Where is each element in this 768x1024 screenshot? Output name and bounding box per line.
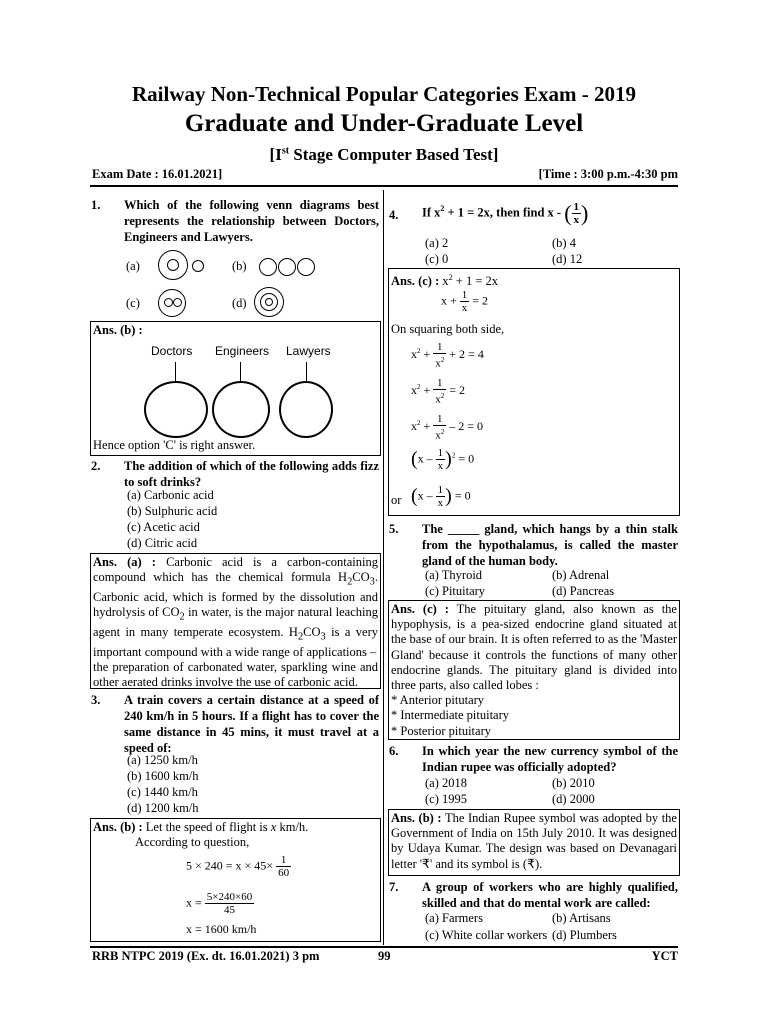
q4-option-b: (b) 4: [552, 236, 576, 250]
q1c-inner-circle-2: [173, 298, 182, 307]
q1-label-lawyers: Lawyers: [286, 344, 331, 358]
q7-option-c: (c) White collar workers: [425, 928, 548, 942]
q3-eq2-frac: [205, 891, 254, 916]
q3-ans-part1: Let the speed of flight is: [142, 820, 271, 834]
footer-source: RRB NTPC 2019 (Ex. dt. 16.01.2021) 3 pm: [92, 949, 320, 963]
frac: [433, 341, 446, 370]
q4-eq-a: [441, 289, 488, 314]
doctors-pointer: [175, 362, 176, 382]
q2-option-c: (c) Acetic acid: [127, 520, 200, 534]
d: [433, 390, 446, 406]
q4-text-2: + 1 = 2x, then find x -: [444, 205, 562, 220]
t: x +: [441, 293, 457, 308]
d: x: [461, 302, 468, 314]
q4-eq-b: $x^2$ + $\frac{1}{x^2}$ + 2 = 4: [411, 341, 484, 370]
q1b-circle-3: [297, 258, 315, 276]
q1a-inner-circle: [167, 259, 179, 271]
n: 1: [437, 484, 444, 496]
q1-note: Hence option 'C' is right answer.: [93, 438, 256, 452]
d: x: [437, 497, 444, 509]
sub: 2: [297, 631, 304, 643]
sub: 3: [320, 631, 326, 643]
q1-text: Which of the following venn diagrams best represents the relationship between Doctors, Engineers and Lawyers.: [124, 198, 379, 244]
q3-text: A train covers a certain distance at a speed of 240 km/h in 5 hours. If a flight has to cover the same distance in 45 mins, it must travel at a speed of:: [124, 693, 379, 755]
n: 1: [433, 413, 446, 426]
sup: 2: [451, 451, 456, 460]
q3-ans-line2: According to question,: [135, 835, 250, 850]
q5-answer-label: Ans. (c) :: [391, 602, 449, 616]
sup: 2: [417, 347, 421, 356]
engineers-pointer: [240, 362, 241, 382]
frac: [460, 289, 470, 314]
sup: 2: [440, 204, 445, 214]
q1-label-doctors: Doctors: [151, 344, 193, 358]
paren: ): [445, 447, 452, 470]
t: x: [411, 347, 417, 362]
q4-number: 4.: [389, 208, 399, 222]
d: x: [437, 460, 444, 472]
q5-option-b: (b) Adrenal: [552, 568, 610, 582]
t: + 2 = 4: [449, 347, 484, 362]
q3-option-a: (a) 1250 km/h: [127, 753, 198, 767]
t: = 0: [458, 451, 475, 466]
header-rule: [90, 185, 678, 187]
q6-option-c: (c) 1995: [425, 792, 467, 806]
t: x: [411, 419, 417, 434]
q1d-inner-circle: [265, 298, 273, 306]
footer-rule: [90, 946, 678, 948]
q1-option-b: (b): [232, 259, 247, 273]
q5-number: 5.: [389, 522, 399, 536]
n: 1: [437, 447, 444, 459]
q1c-inner-circle-1: [164, 298, 173, 307]
q5-lobe-3: * Posterior pituitary: [391, 723, 491, 738]
q6-option-b: (b) 2010: [552, 776, 595, 790]
q2-option-b: (b) Sulphuric acid: [127, 504, 218, 518]
q3-eq1-den: 60: [278, 867, 290, 879]
t: x: [411, 383, 417, 398]
q4-eq-d: $x^2$ + $\frac{1}{x^2}$ – 2 = 0: [411, 413, 484, 442]
sup: 2: [440, 356, 445, 364]
q1-option-c: (c): [126, 296, 140, 310]
q4-frac: [572, 201, 582, 226]
lawyers-pointer: [306, 362, 307, 382]
q4-text: [422, 201, 678, 226]
q3-eq3: x = 1600 km/h: [186, 922, 257, 936]
q1b-circle-2: [278, 258, 296, 276]
paren: ): [581, 200, 589, 226]
q1-number: 1.: [91, 198, 101, 212]
q3-number: 3.: [91, 693, 101, 707]
q5-lobe-2: * Intermediate pituitary: [391, 708, 510, 723]
t: x: [435, 393, 441, 406]
q5-answer-text: The pituitary gland, also known as the hypophysis, is a pea-sized endocrine gland situated at the base of our brain. It is often referred to as the 'Master Gland' because it controls the functions of many other endocrine glands. The pituitary gland is divided into three parts, also called lobes :: [391, 602, 677, 693]
q7-option-d: (d) Plumbers: [552, 928, 617, 942]
q7-option-a: (a) Farmers: [425, 911, 483, 925]
d: [433, 354, 446, 370]
q3-option-d: (d) 1200 km/h: [127, 801, 199, 815]
q5-answer-box: [388, 600, 680, 740]
q4-answer-label: Ans. (c) :: [391, 274, 440, 289]
q4-option-a: (a) 2: [425, 236, 449, 250]
q4-or: or: [391, 493, 402, 507]
q4-option-d: (d) 12: [552, 252, 583, 266]
t: x: [435, 429, 441, 442]
paren: (: [564, 200, 572, 226]
q2-ans-part6: is a very important compound with a wide range of applications –: [93, 624, 378, 659]
q6-answer-label: Ans. (b) :: [391, 811, 442, 825]
q7-option-b: (b) Artisans: [552, 911, 611, 925]
q1-label-engineers: Engineers: [215, 344, 270, 358]
q6-text: In which year the new currency symbol of the Indian rupee was officially adopted?: [422, 744, 678, 774]
q3-option-b: (b) 1600 km/h: [127, 769, 199, 783]
q6-answer-text: The Indian Rupee symbol was adopted by the Government of India on 15th July 2010. It was designed by Udaya Kumar. The design was based on Devanagari letter '₹' and its symbol is (₹).: [391, 811, 677, 871]
q2-text: The addition of which of the following adds fizz to soft drinks?: [124, 459, 379, 489]
q2-answer-label: Ans. (a) :: [93, 555, 156, 569]
page-number: 99: [378, 949, 391, 963]
t: – 2 = 0: [449, 419, 484, 434]
t: x –: [417, 488, 433, 503]
q7-number: 7.: [389, 880, 399, 894]
q2-option-a: (a) Carbonic acid: [127, 488, 214, 502]
q4-answer-box: [388, 268, 680, 516]
q1b-circle-1: [259, 258, 277, 276]
q1a-small-circle: [192, 260, 204, 272]
sup: 2: [417, 383, 421, 392]
q6-answer-box: [388, 809, 680, 876]
sub: 2: [179, 611, 185, 623]
t: = 2: [472, 293, 489, 308]
q2-ans-part5: CO: [303, 624, 321, 639]
q5-text: The _____ gland, which hangs by a thin stalk from the hypothalamus, is called the master gland of the human body.: [422, 522, 678, 568]
q4-frac-num: 1: [573, 201, 580, 213]
q5-lobe-1: * Anterior pitutary: [391, 693, 485, 708]
q2-ans-part3: . Carbonic acid, which is formed by the dissolution and hydrolysis of CO: [93, 570, 378, 620]
q1-option-a: (a): [126, 259, 140, 273]
q2-ans-part1: Carbonic acid is a carbon-containing compound which has the chemical formula H: [93, 555, 378, 585]
q6-number: 6.: [389, 744, 399, 758]
q4-frac-den: x: [573, 214, 580, 226]
q4-option-c: (c) 0: [425, 252, 449, 266]
sup: 2: [417, 419, 421, 428]
q2-option-d: (d) Citric acid: [127, 536, 198, 550]
n: 1: [461, 289, 468, 301]
exam-stage: [Ist Stage Computer Based Test]: [269, 145, 499, 164]
q3-eq2-num: 5×240×60: [206, 891, 253, 903]
column-divider: [383, 190, 384, 945]
frac: [436, 484, 446, 509]
t: x –: [417, 451, 433, 466]
q4-eq-f: [411, 484, 471, 509]
q4-ans-head: x: [439, 274, 449, 289]
frac: [433, 377, 446, 406]
t: = 2: [449, 383, 466, 398]
paren: (: [411, 447, 418, 470]
q1-answer-label: Ans. (b) :: [93, 323, 143, 337]
q2-ans-part4: in water, is the major natural leaching agent in many temperate ecosystem. H: [93, 605, 378, 639]
frac: [433, 413, 446, 442]
paren: ): [445, 484, 452, 507]
sup: 2: [440, 392, 445, 400]
engineers-circle: [212, 381, 270, 438]
q2-answer-box: [90, 553, 381, 689]
q5-option-d: (d) Pancreas: [552, 584, 615, 598]
q4-squaring: On squaring both side,: [391, 322, 505, 336]
q7-text: A group of workers who are highly qualified, skilled and that do mental work are called:: [422, 880, 678, 910]
q3-answer-label: Ans. (b) :: [93, 820, 143, 834]
q2-ans-part2: CO: [352, 570, 370, 585]
footer-publisher: YCT: [651, 949, 678, 963]
lawyers-circle: [279, 381, 333, 438]
paren: (: [411, 484, 418, 507]
exam-subtitle: Graduate and Under-Graduate Level: [184, 110, 584, 137]
q1-option-d: (d): [232, 296, 247, 310]
q4-eq-c: $x^2$ + $\frac{1}{x^2}$ = 2: [411, 377, 466, 406]
q4-text-1: If x: [422, 205, 441, 220]
q3-eq2: [186, 891, 254, 916]
frac: [436, 447, 446, 472]
q3-ans-var: x: [270, 820, 277, 834]
q4-eq-e: [411, 447, 474, 472]
q2-ans-part7: the preparation of carbonated water, sparkling wine and other aerated drinks involve the use of carbonic acid.: [93, 659, 378, 689]
q3-eq1: [186, 854, 291, 879]
q6-option-d: (d) 2000: [552, 792, 595, 806]
exam-time: [Time : 3:00 p.m.-4:30 pm: [538, 167, 678, 181]
q6-option-a: (a) 2018: [425, 776, 467, 790]
q3-ans-part2: km/h.: [276, 820, 309, 834]
q3-eq1-lhs: 5 × 240 = x × 45×: [186, 858, 274, 873]
doctors-circle: [144, 381, 208, 438]
q3-eq1-frac: [276, 854, 291, 879]
sup: 2: [448, 273, 453, 282]
q3-option-c: (c) 1440 km/h: [127, 785, 198, 799]
exam-title: Railway Non-Technical Popular Categories Exam - 2019: [132, 82, 636, 106]
sup: 2: [440, 428, 445, 436]
n: 1: [433, 341, 446, 354]
q1-answer-box: [90, 321, 381, 456]
q4-ans-head2: + 1 = 2x: [452, 274, 498, 289]
q3-eq1-num: 1: [276, 854, 291, 867]
exam-date: Exam Date : 16.01.2021]: [92, 167, 223, 181]
q3-answer-box: [90, 818, 381, 942]
sub: 2: [347, 576, 353, 588]
sub: 3: [369, 576, 375, 588]
t: x: [435, 357, 441, 370]
t: = 0: [454, 488, 471, 503]
q2-number: 2.: [91, 459, 101, 473]
n: 1: [433, 377, 446, 390]
q5-option-c: (c) Pituitary: [425, 584, 486, 598]
d: [433, 426, 446, 442]
q3-eq2-den: 45: [223, 904, 235, 916]
q5-option-a: (a) Thyroid: [425, 568, 483, 582]
q3-eq2-lhs: x =: [186, 895, 202, 910]
